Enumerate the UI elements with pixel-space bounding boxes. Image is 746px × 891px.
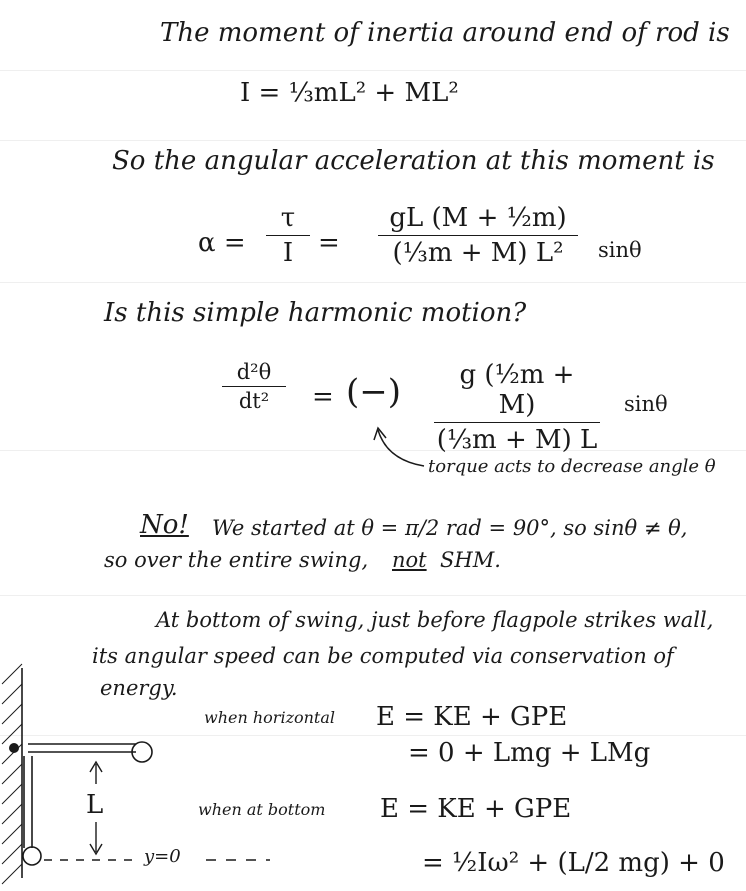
y0-label: y=0 xyxy=(144,846,181,867)
bottom-text-1: At bottom of swing, just before flagpole strikes wall, xyxy=(156,608,714,632)
torque-note: torque acts to decrease angle θ xyxy=(428,456,716,477)
negative-sign: (−) xyxy=(346,372,402,412)
bottom-text-2: its angular speed can be computed via conservation of xyxy=(92,644,674,668)
intro-text: The moment of inertia around end of rod is xyxy=(160,18,730,48)
hanging-ball xyxy=(23,847,41,865)
sin-theta: sinθ xyxy=(598,238,642,262)
d2theta: d²θ xyxy=(222,360,286,387)
energy-eq-horizontal: E = KE + GPE xyxy=(376,702,568,732)
no-word: No! xyxy=(140,510,189,540)
energy-eq-bottom: E = KE + GPE xyxy=(380,794,572,824)
when-horizontal-label: when horizontal xyxy=(204,708,336,727)
equals-sign-2: = xyxy=(312,382,334,412)
over-swing-text: so over the entire swing, xyxy=(104,548,369,572)
inertia-equation: I = ⅓mL² + ML² xyxy=(240,78,459,108)
equals-sign: = xyxy=(318,228,340,258)
not-word: not xyxy=(392,548,427,572)
L-label: L xyxy=(86,790,104,820)
sin-theta-2: sinθ xyxy=(624,392,668,416)
energy-eq-bottom-values: = ½Iω² + (L/2 mg) + 0 xyxy=(422,848,725,878)
dt2: dt² xyxy=(238,389,270,413)
acceleration-intro-text: So the angular acceleration at this moment is xyxy=(112,146,715,176)
shm-denominator: (⅓m + M) L xyxy=(436,425,598,455)
alpha-numerator: gL (M + ½m) xyxy=(378,203,578,236)
when-bottom-label: when at bottom xyxy=(198,800,326,819)
shm-numerator: g (½m + M) xyxy=(434,360,600,423)
alpha-denominator: (⅓m + M) L² xyxy=(392,238,564,268)
torque-arrow xyxy=(378,430,424,466)
energy-eq-horizontal-values: = 0 + Lmg + LMg xyxy=(408,738,651,768)
shm-question: Is this simple harmonic motion? xyxy=(104,298,527,328)
wall-hatching xyxy=(2,664,22,884)
alpha-lhs: α = xyxy=(198,228,246,258)
bottom-text-3: energy. xyxy=(100,676,178,700)
tau-symbol: τ xyxy=(266,203,310,236)
shm-word: SHM. xyxy=(440,548,501,572)
inertia-symbol: I xyxy=(282,238,294,268)
pivot-point xyxy=(9,743,19,753)
started-at-text: We started at θ = π/2 rad = 90°, so sinθ ≠ θ, xyxy=(212,516,688,540)
